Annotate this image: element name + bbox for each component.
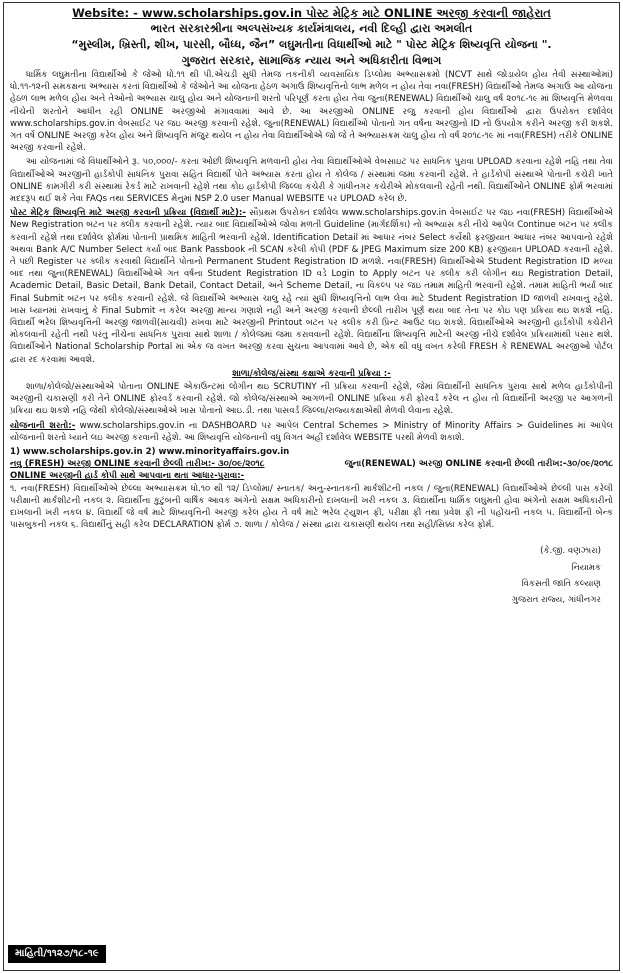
signature-block <box>10 543 613 608</box>
renewal-deadline: જુના(RENEWAL) અરજી ONLINE કરવાની છેલ્લી તારીખ:-૩૦/૦૯/૨૦૧૮ <box>344 459 613 470</box>
websites-list: 1) www.scholarships.gov.in 2) www.minorityaffairs.gov.in <box>10 447 290 457</box>
scheme-conditions <box>10 420 613 444</box>
documents-list: ૧. નવા(FRESH) વિદ્યાર્થીઓએ છેલ્લા અભ્યાસક્રમ ધો.૧૦ થી ૧૨/ ડિપ્લોમા/ સ્નાતક/ અનુ-સ્નાતકની માર્કશીટની નકલ / જુના(RENEWAL) વિદ્યાર્થીઓએ છેલ્લી પાસ કરેલી પરીક્ષાની માર્કશીટની નકલ ૨. વિદ્યાર્થીના કુટુંબની વાર્ષિક આવક અંગેનો સક્ષમ અધિકારીનો દાખલાની ખરી નકલ ૩. વિદ્યાર્થીના ધાર્મિક લઘુમતી હોવા અંગેનો સક્ષમ અધિકારીનો દાખલાની ખરી નકલ ૪. વિદ્યાર્થી જે વર્ષ માટે શિષ્યવૃત્તિની અરજી કરેલ હોય તે વર્ષ માટે ભરેલ ટ્યુશન ફી, પરીક્ષા ફી તથા પ્રવેશ ફી ની પહોંચની નકલ ૫. વિદ્યાર્થીની બેન્ક પાસબુકની નકલ ૬. વિદ્યાર્થીનું સહી કરેલ DECLARATION ફોર્મ ૭. શાળા / કોલેજ / સંસ્થા દ્વારા ચકાસણી થયેલ તથા સહી/સિક્કા કરેલ ફોર્મ. <box>10 483 613 531</box>
institution-process-paragraph: શાળા/કોલેજો/સંસ્થાઓએ પોતાના ONLINE એકાઉન્ટમાં લોગીન થઇ SCRUTINY ની પ્રક્રિયા કરવાની રહેશે, જેમાં વિદ્યાર્થીની સાધનિક પુરાવા સાથે મળેલ હાર્ડકોપીની અરજીની ચકાસણી કરી તેને ONLINE ફોરવર્ડ કરવાની રહેશે. જો કોલેજ/સંસ્થાએ આગળની ONLINE પ્રક્રિયા કરી ફોરવર્ડ કરેલ ન હોય તો વિદ્યાર્થીની અરજી પર આગળની પ્રક્રિયા થઇ શકશે નહિ જેથી કોલેજો/સંસ્થાઓએ ખાસ પોતાનો આઇ.ડી. તથા પાસવર્ડ જિલ્લા/રાજ્યકક્ષાએથી મેળવી લેવાના રહેશે. <box>10 381 613 417</box>
signatory-title: નિયામક <box>571 562 601 573</box>
ministry-heading: ભારત સરકારશ્રીના અલ્પસંખ્યક કાર્યમંત્રાલય, નવી દિલ્હી દ્વારા અમલીત <box>150 22 473 36</box>
signatory-department: વિકસતી જાતિ કલ્યાણ <box>521 579 601 590</box>
intro-paragraph: ધાર્મિક લઘુમતીના વિદ્યાર્થીઓ કે જેઓ ધો.૧૧ થી પી.એચડી સુધી તેમજ તકનીકી વ્યવસાયિક ડિપ્લોમા અભ્યાસક્રમો (NCVT સાથે જોડાયેલ હોય તેવી સંસ્થાઓમાં) ધો.૧૧-૧૨ની સમકક્ષના અભ્યાસ કરતાં વિદ્યાર્થીઓ કે જેઓને આ યોજના હેઠળ અગાઉ શિષ્યવૃત્તિનો લાભ મળેલ ન હોય તેવા નવા(FRESH) વિદ્યાર્થીઓ તેમજ અગાઉ આ યોજના હેઠળ લાભ મળેલ હોય અને તેઓનો અભ્યાસ ચાલુ હોય અને યોજનાની શરતો પરિપૂર્ણ કરતા હોય તેવા જુના(RENEWAL) વિદ્યાર્થીઓ ચાલુ વર્ષ ૨૦૧૮-૧૯ માં શિષ્યવૃત્તિ મેળવવા નીચેની શરતોને આધીન રહી ONLINE અરજીઓ મંગાવવામાં આવે છે. આ અરજીઓ ONLINE રજુ કરવાની હોય વિદ્યાર્થીઓ દ્વારા ઉપરોક્ત દર્શાવેલ www.scholarships.gov.in વેબસાઈટ પર જઇ અરજી કરવાની રહેશે. જુના(RENEWAL) વિદ્યાર્થીઓ પોતાનો ગત વર્ષના અરજીનો ID નો ઉપયોગ કરીને અરજી કરી શકશે. ગત વર્ષે ONLINE અરજી કરેલ હોય અને શિષ્યવૃત્તિ મંજુર થયેલ ન હોય તેવા વિદ્યાર્થીઓએ જો જે તે અભ્યાસક્રમ ચાલુ હોય તો વર્ષ ૨૦૧૮-૧૯ માં નવા(FRESH) તરીકે ONLINE અરજી કરવાની રહેશે. <box>10 69 613 154</box>
scheme-conditions-text: www.scholarships.gov.in ના DASHBOARD પર આપેલ Central Schemes > Ministry of Minority Affairs > Guidelines માં આપેલ યોજનાની શરતો ધ્યાને લઇ અરજી કરવાની રહેશે. આ શિષ્યવૃત્તિ યોજનાની વધુ વિગત અહીં દર્શાવેલ WEBSITE પરથી મેળવી શકાશે. <box>10 420 613 443</box>
institution-process-heading: શાળા/કોલેજ/સંસ્થા કક્ષાએ કરવાની પ્રક્રિયા :- <box>232 368 391 379</box>
website-heading: Website: - www.scholarships.gov.in પોસ્ટ મેટ્રિક માટે ONLINE અરજી કરવાની જાહેરાત <box>72 6 551 20</box>
fresh-deadline: નવુ (FRESH) અરજી ONLINE કરવાની છેલ્લી તારીખ:- ૩૦/૦૯/૨૦૧૮ <box>10 459 265 470</box>
upload-paragraph: આ યોજનામાં જે વિધાર્થીઓને રૂ. ૫૦,૦૦૦/- કરતા ઓછી શિષ્યવૃત્તિ મળવાની હોય તેવા વિદ્યાર્થીઓએ વેબસાઇટ પર સાધનિક પુરાવા UPLOAD કરવાના રહેશે નહિ તથા તેવા વિદ્યાર્થીઓએ અરજીની હાર્ડકોપી સાધનિક પુરાવા સહિત વિદ્યાર્થી પોતે અભ્યાસ કરતા હોય તે કોલેજ / સંસ્થામાં જમા કરવાની રહેશે. તે હાર્ડકોપી સંસ્થાએ પોતાની કચેરી ખાતે ONLINE કામગીરી કરી સંસ્થામાં રેકર્ડ માટે રાખવાની રહેશે તથા કોઇ હાર્ડકોપી જિલ્લા કચેરી કે ગાંધીનગર કચેરીએ મોકલવાની રહેતી નથી. વિદ્યાર્થીઓને ONLINE ફોર્મ ભરવામાં મદદરૂપ થઈ શકે તેવા FAQs તથા SERVICES મેનુમાં NSP 2.0 user Manual WEBSITE પર UPLOAD કરેલ છે. <box>10 157 613 204</box>
department-heading: ગુજરાત સરકાર, સામાજિક ન્યાય અને અધિકારીતા વિભાગ <box>181 53 442 67</box>
documents-heading: ONLINE અરજીની હાર્ડ કોપી સાથે આપવાના થતા આધાર-પુરાવા:- <box>10 471 245 482</box>
scheme-conditions-label: યોજનાની શરતો:- <box>10 420 76 431</box>
student-process-text: સૌપ્રથમ ઉપરોક્ત દર્શાવેલ www.scholarships.gov.in વેબસાઈટ પર જઇ નવા(FRESH) વિદ્યાર્થીઓએ New Registration બટન પર ક્લીક કરવાની રહેશે. ત્યાર બાદ વિદ્યાર્થીઓએ જોવા મળતી Guideline (માર્ગદર્શિકા) નો અભ્યાસ કરી નીચે આપેલ Continue બટન પર ક્લીક કરવાની રહેશે તથા દર્શાવેલ ફોર્મમાં પોતાની પ્રાથમિક માહિતી ભરવાની રહેશે. Identification Detail માં આધાર નંબર Select કર્યેથી ફરજીયાત આધાર નંબર આપવાનો રહેશે અથવા Bank A/C Number Select કર્યા બાદ Bank Passbook ની SCAN કરેલી કોપી (PDF & JPEG Maximum size 200 KB) ફરજીયાત UPLOAD કરવાની રહેશે. તે પછી Register પર ક્લીક કરવાથી વિદ્યાર્થીને પોતાનો Permanent Student Registration ID મળશે. નવા(FRESH) વિદ્યાર્થીઓએ Student Registration ID મળ્યા બાદ તથા જુના(RENEWAL) વિદ્યાર્થીઓએ ગત વર્ષના Student Registration ID વડે Login to Apply બટન પર ક્લીક કરી લોગીન થઇ Registration Detail, Academic Detail, Basic Detail, Bank Detail, Contact Detail, અને Scheme Detail, ના વિકલ્પ પર જઇ તમામ માહિતી ભરવાની રહેશે. તમામ માહિતી ભર્યા બાદ Final Submit બટન પર ક્લીક કરવાની રહેશે. જે વિદ્યાર્થીએ અભ્યાસ ચાલુ રહે ત્યાં સુધી શિષ્યવૃત્તિનો લાભ લેવા માટે Student Registration ID જાળવી રાખવાનું રહેશે. ખાસ ધ્યાનમાં રાખવાનું કે Final Submit ન કરેલ અરજી માન્ય ગણાશે નહી અને અરજી કરવાની છેલ્લી તારીખ પૂર્ણ થયા બાદ તેના પર કોઇ પણ પ્રક્રિયા થઇ શકશે નહિ. વિદ્યાર્થી ભરેલ શિષ્યવૃત્તિની અરજી જાળવી(સાચવી) રાખવા માટે અરજીની Printout બટન પર ક્લીક કરી પ્રિન્ટ આઉટ લઇ શકશે. વિદ્યાર્થીઓએ અરજીની હાર્ડકોપી કચેરીને મોકલવાની રહેતી નથી પરંતુ નીચેના સાધનિક પુરાવા સાથે શાળા / કોલેજમાં જમા કરાવવાની રહેશે. વિદ્યાર્થીના શિષ્યવૃત્તિ માટેની અરજી નીચે દર્શાવેલ પ્રક્રિયામાંથી પસાર થશે. વિદ્યાર્થીઓને National Scholarship Portal માં એક જ વખત અરજી કરવા સુચના આપવામાં આવે છે, એક થી વધુ વખત કરેલી FRESH કે RENEWAL અરજીઓ પોર્ટલ દ્વારા રદ કરવામાં આવશે. <box>10 208 613 365</box>
student-process-heading: પોસ્ટ મેટ્રિક શિષ્યવૃત્તિ માટે અરજી કરવાની પ્રક્રિયા (વિદ્યાર્થી માટે):- <box>10 208 246 219</box>
scheme-heading: “મુસ્લીમ, ખ્રિસ્તી, શીખ, પારસી, બૌધ્ધ, જૈન” લઘુમતીના વિધાર્થીઓ માટે " પોસ્ટ મેટ્રિક શિષ્યવૃત્તિ યોજના ". <box>71 38 552 52</box>
signatory-place: ગુજરાત રાજ્ય, ગાંધીનગર <box>511 595 601 606</box>
release-reference: માહિતી/૧૧૨૭/૧૮-૧૯ <box>8 945 106 963</box>
signatory-name: (કે.જી. વણઝારા) <box>540 546 601 557</box>
deadline-row <box>10 458 613 470</box>
student-process-paragraph <box>10 207 613 366</box>
